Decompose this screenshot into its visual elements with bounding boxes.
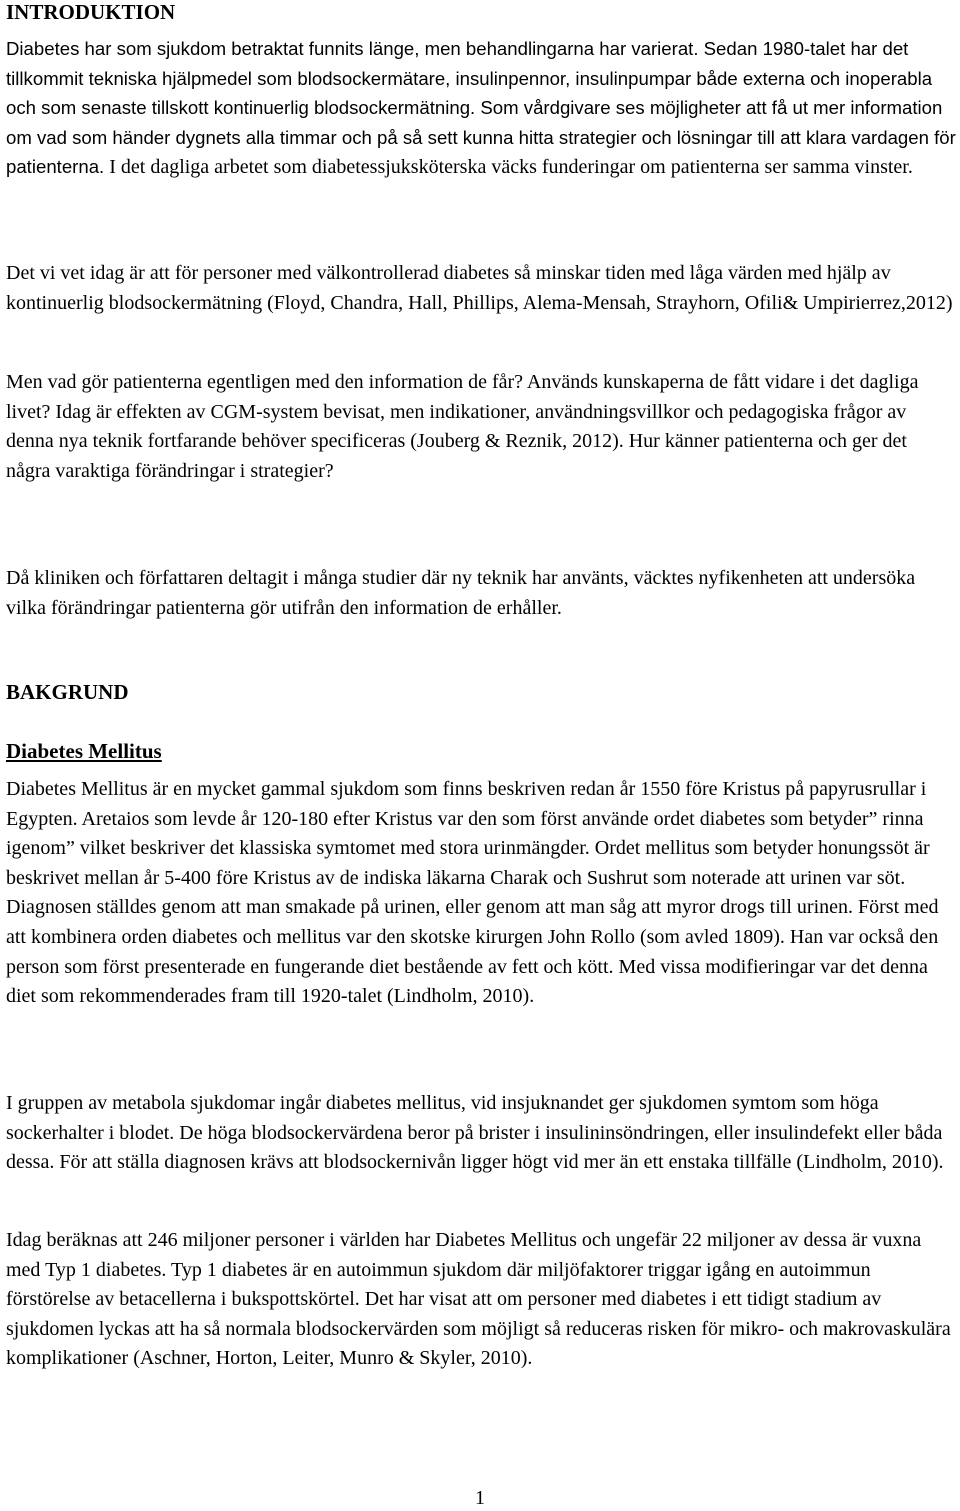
section-heading-bakgrund: BAKGRUND — [6, 680, 129, 704]
diabetes-mellitus-paragraph-2: I gruppen av metabola sjukdomar ingår diabetes mellitus, vid insjuknandet ger sjukdomen symtom som höga sockerhalter i blodet. De höga blodsockervärdena beror på brister i insulininsöndringen, eller insulindefekt eller båda dessa. För att ställa diagnosen krävs att blodsockernivån ligger högt vid mer än ett enstaka tillfälle (Lindholm, 2010). — [6, 1092, 944, 1174]
intro-paragraph-2: Det vi vet idag är att för personer med välkontrollerad diabetes så minskar tiden med låga värden med hjälp av kontinuerlig blodsockermätning (Floyd, Chandra, Hall, Phillips, Alema-Mensah, Strayhorn, Ofili& Umpirierrez,2012) — [6, 262, 953, 314]
page-number: 1 — [475, 1487, 485, 1509]
diabetes-mellitus-paragraph-1: Diabetes Mellitus är en mycket gammal sjukdom som finns beskriven redan år 1550 före Kristus på papyrusrullar i Egypten. Aretaios som levde år 120-180 efter Kristus var den som först använde ordet diabetes som betyder” rinna igenom” vilket beskriver det klassiska symtomet med stora urinmängder. Ordet mellitus som betyder honungssöt är beskrivet mellan år 5-400 före Kristus av de indiska läkarna Charak och Sushrut som noterade att urinen var söt. Diagnosen ställdes genom att man smakade på urinen, eller genom att man såg att myror drogs till urinen. Först med att kombinera orden diabetes och mellitus var den skotske kirurgen John Rollo (som avled 1809). Han var också den person som först presenterade en fungerande diet bestående av fett och kött. Med vissa modifieringar var det denna diet som rekommenderades fram till 1920-talet (Lindholm, 2010). — [6, 778, 939, 1008]
intro-paragraph-3: Men vad gör patienterna egentligen med den information de får? Används kunskaperna de fått vidare i det dagliga livet? Idag är effekten av CGM-system bevisat, men indikationer, användningsvillkor och pedagogiska frågor av denna nya teknik fortfarande behöver specificeras (Jouberg & Reznik, 2012). Hur känner patienterna och ger det några varaktiga förändringar i strategier? — [6, 371, 919, 482]
intro-paragraph-4: Då kliniken och författaren deltagit i många studier där ny teknik har använts, väcktes nyfikenheten att undersöka vilka förändringar patienterna gör utifrån den information de erhåller. — [6, 567, 916, 619]
intro-paragraph-1-serif-text: I det dagliga arbetet som diabetessjuksköterska väcks funderingar om patienterna ser samma vinster. — [104, 156, 913, 179]
diabetes-mellitus-paragraph-3: Idag beräknas att 246 miljoner personer i världen har Diabetes Mellitus och ungefär 22 miljoner av dessa är vuxna med Typ 1 diabetes. Typ 1 diabetes är en autoimmun sjukdom där miljöfaktorer triggar igång en autoimmun förstörelse av betacellerna i bukspottskörtel. Det har visat att om personer med diabetes i ett tidigt stadium av sjukdomen lyckas att ha så normala blodsockervärden som möjligt så reduceras risken för mikro- och makrovaskulära komplikationer (Aschner, Horton, Leiter, Munro & Skyler, 2010). — [6, 1229, 951, 1370]
intro-paragraph-1-sans-text: Diabetes har som sjukdom betraktat funnits länge, men behandlingarna har varierat. Sedan 1980-talet har det tillkommit tekniska hjälpmedel som blodsockermätare, insulinpennor, insulinpumpar både externa och inoperabla och som senaste tillskott kontinuerlig blodsockermätning. Som vårdgivare ses möjligheter att få ut mer information om vad som händer dygnets alla timmar och på så sett kunna hitta strategier och lösningar till att klara vardagen för patienterna. — [6, 38, 956, 178]
section-heading-introduktion: INTRODUKTION — [6, 0, 176, 24]
intro-paragraph-1 — [6, 34, 960, 183]
subheading-diabetes-mellitus: Diabetes Mellitus — [6, 739, 162, 763]
